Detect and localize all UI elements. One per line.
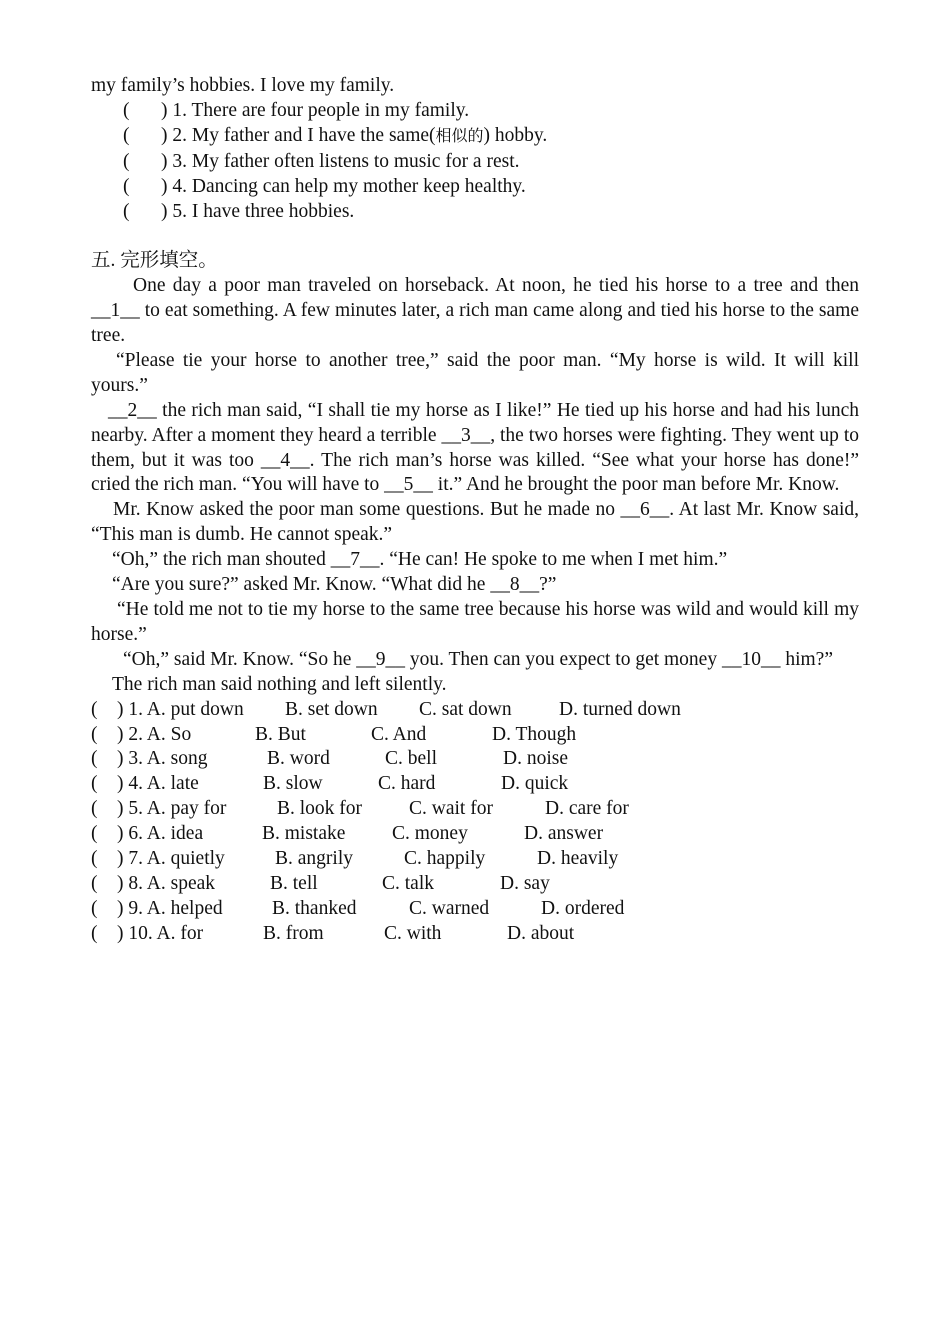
option-b: B. from <box>263 922 324 944</box>
option-b: B. look for <box>277 798 363 820</box>
option-row-1: ( ) 1. A. put down B. set down C. sat down D. turned down <box>91 698 859 723</box>
option-c: C. money <box>392 823 468 845</box>
option-d: D. turned down <box>559 698 681 720</box>
document-page <box>91 74 859 947</box>
option-d: D. say <box>500 872 550 894</box>
option-c: C. talk <box>382 872 434 894</box>
option-row-4: ( ) 4. A. late B. slow C. hard D. quick <box>91 772 859 797</box>
cloze-paragraph: “Oh,” the rich man shouted __7__. “He can! He spoke to me when I met him.” <box>112 549 728 571</box>
option-b: B. set down <box>285 698 378 720</box>
option-b: B. thanked <box>272 897 357 919</box>
option-row-7: ( ) 7. A. quietly B. angrily C. happily D. heavily <box>91 847 859 872</box>
cloze-paragraph: “Oh,” said Mr. Know. “So he __9__ you. Then can you expect to get money __10__ him?” <box>123 648 833 670</box>
reading-tail-line: my family’s hobbies. I love my family. <box>91 75 395 96</box>
option-a: ) 4. A. late <box>117 773 199 795</box>
option-a: ) 7. A. quietly <box>117 847 225 869</box>
option-b: B. mistake <box>262 823 346 845</box>
option-d: D. answer <box>524 823 604 845</box>
cloze-paragraph: Mr. Know asked the poor man some questions. But he made no __6__. At last Mr. Know said, “This man is dumb. He cannot speak.” <box>91 499 859 546</box>
option-a: ) 10. A. for <box>117 922 204 944</box>
option-b: B. tell <box>270 872 318 894</box>
option-d: D. Though <box>492 723 577 745</box>
option-c: C. sat down <box>419 698 512 720</box>
cloze-paragraph: “Please tie your horse to another tree,” said the poor man. “My horse is wild. It will kill yours.” <box>91 349 859 396</box>
option-row-3: ( ) 3. A. song B. word C. bell D. noise <box>91 747 859 772</box>
option-b: B. word <box>267 748 330 770</box>
cloze-paragraph: The rich man said nothing and left silently. <box>112 673 447 695</box>
option-a: ) 5. A. pay for <box>117 798 227 820</box>
option-a: ) 1. A. put down <box>117 698 244 720</box>
true-false-item-1: ( ) 1. There are four people in my family. <box>123 99 470 121</box>
option-a: ) 6. A. idea <box>117 823 204 845</box>
option-c: C. happily <box>404 847 486 869</box>
option-c: C. wait for <box>409 798 493 820</box>
cloze-options <box>91 698 859 947</box>
option-a: ) 9. A. helped <box>117 897 223 919</box>
cloze-paragraph: __2__ the rich man said, “I shall tie my horse as I like!” He tied up his horse and had his lunch nearby. After a moment they heard a terrible __3__, the two horses were fighting. They went up to them, but it was too __4__. The rich man’s horse was killed. “See what your horse has done!” cried the rich man. “You will have to __5__ it.” And he brought the poor man before Mr. Know. <box>91 399 859 496</box>
option-d: D. care for <box>545 798 629 820</box>
option-d: D. heavily <box>537 847 619 869</box>
true-false-item-4: ( ) 4. Dancing can help my mother keep healthy. <box>123 175 526 197</box>
chinese-gloss: 相似的 <box>435 127 484 145</box>
option-d: D. noise <box>503 748 568 770</box>
option-row-5: ( ) 5. A. pay for B. look for C. wait for D. care for <box>91 797 859 822</box>
option-row-2: ( ) 2. A. So B. But C. And D. Though <box>91 723 859 748</box>
option-row-9: ( ) 9. A. helped B. thanked C. warned D. ordered <box>91 897 859 922</box>
option-a: ) 8. A. speak <box>117 872 216 894</box>
option-c: C. hard <box>378 773 436 795</box>
option-c: C. And <box>371 723 427 745</box>
option-d: D. about <box>507 922 575 944</box>
option-c: C. bell <box>385 748 437 770</box>
option-row-10: ( ) 10. A. for B. from C. with D. about <box>91 922 859 947</box>
option-a: ) 2. A. So <box>117 723 192 745</box>
option-row-6: ( ) 6. A. idea B. mistake C. money D. answer <box>91 822 859 847</box>
true-false-item-3: ( ) 3. My father often listens to music for a rest. <box>123 150 520 172</box>
cloze-paragraph: One day a poor man traveled on horseback. At noon, he tied his horse to a tree and then __1__ to eat something. A few minutes later, a rich man came along and tied his horse to the same tree. <box>91 275 859 347</box>
option-c: C. warned <box>409 897 490 919</box>
option-d: D. ordered <box>541 897 625 919</box>
cloze-paragraph: “Are you sure?” asked Mr. Know. “What did he __8__?” <box>112 574 557 596</box>
option-a: ) 3. A. song <box>117 748 208 770</box>
true-false-item-5: ( ) 5. I have three hobbies. <box>123 200 355 222</box>
option-b: B. slow <box>263 773 323 795</box>
option-row-8: ( ) 8. A. speak B. tell C. talk D. say <box>91 872 859 897</box>
cloze-paragraph: “He told me not to tie my horse to the same tree because his horse was wild and would kill my horse.” <box>91 599 859 645</box>
option-d: D. quick <box>501 773 569 795</box>
section-heading-cloze: 五. 完形填空。 <box>91 250 218 272</box>
option-c: C. with <box>384 922 442 944</box>
true-false-item-2: ( ) 2. My father and I have the same(相似的) hobby. <box>123 124 548 146</box>
option-b: B. angrily <box>275 847 353 869</box>
option-b: B. But <box>255 723 306 745</box>
